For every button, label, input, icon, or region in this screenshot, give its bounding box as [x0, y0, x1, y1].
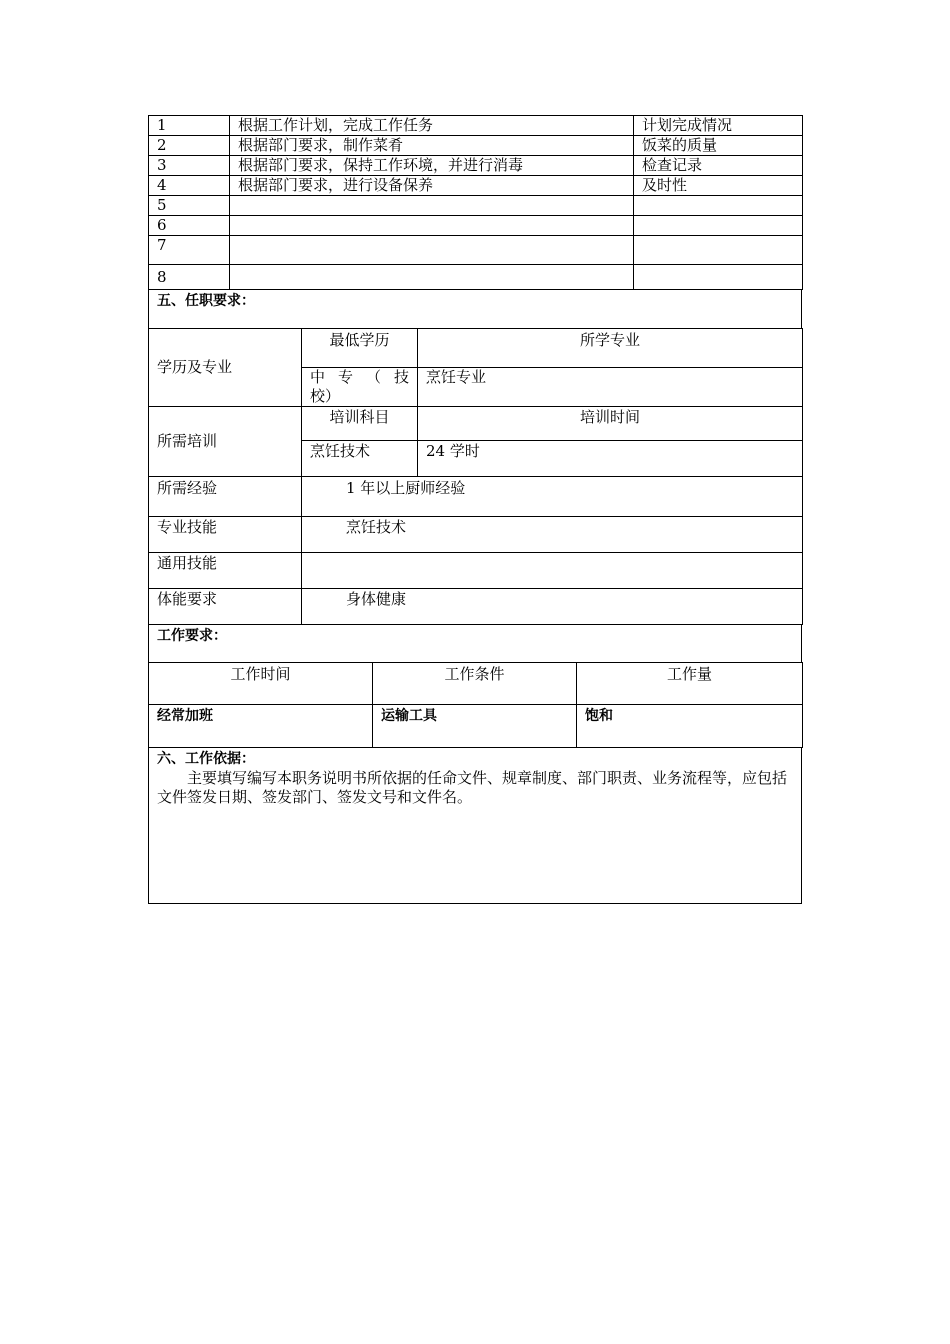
work-condition-header: 工作条件 [373, 663, 577, 705]
duty-measure: 及时性 [634, 176, 803, 196]
workload-value: 饱和 [577, 705, 803, 748]
section6-cell [149, 748, 802, 904]
table-row [149, 196, 803, 216]
table-row [149, 553, 803, 589]
table-row [149, 116, 803, 136]
work-time-value: 经常加班 [149, 705, 373, 748]
duty-task [230, 265, 634, 290]
experience-value: 1 年以上厨师经验 [302, 477, 803, 517]
duty-task: 根据部门要求，保持工作环境，并进行消毒 [230, 156, 634, 176]
duty-measure [634, 236, 803, 265]
major-value: 烹饪专业 [418, 368, 803, 407]
duty-measure [634, 265, 803, 290]
duty-task [230, 196, 634, 216]
table-row [149, 216, 803, 236]
physical-value: 身体健康 [302, 589, 803, 625]
training-time-value: 24 学时 [418, 441, 803, 477]
skill-label: 专业技能 [149, 517, 302, 553]
section-title: 五、任职要求： [149, 290, 802, 329]
duties-table [148, 115, 803, 290]
work-time-header: 工作时间 [149, 663, 373, 705]
section6-text: 主要填写编写本职务说明书所依据的任命文件、规章制度、部门职责、业务流程等，应包括文件签发日期、签发部门、签发文号和文件名。 [157, 769, 788, 806]
table-row [149, 176, 803, 196]
duty-task: 根据工作计划，完成工作任务 [230, 116, 634, 136]
table-row [149, 589, 803, 625]
general-skill-label: 通用技能 [149, 553, 302, 589]
duty-measure [634, 196, 803, 216]
table-row [149, 477, 803, 517]
training-label: 所需培训 [149, 407, 302, 477]
duty-number: 4 [149, 176, 230, 196]
min-education-header: 最低学历 [302, 329, 418, 368]
min-education-line1: 中 专 （ 技 [310, 368, 409, 386]
duty-task [230, 236, 634, 265]
table-row [149, 705, 803, 748]
duty-number: 3 [149, 156, 230, 176]
duty-number: 7 [149, 236, 230, 265]
duty-measure: 计划完成情况 [634, 116, 803, 136]
major-header: 所学专业 [418, 329, 803, 368]
table-row [149, 329, 803, 368]
work-condition-value: 运输工具 [373, 705, 577, 748]
duty-number: 5 [149, 196, 230, 216]
duty-task: 根据部门要求，进行设备保养 [230, 176, 634, 196]
duty-number: 8 [149, 265, 230, 290]
min-education-line2: 校） [310, 387, 341, 405]
training-subject-header: 培训科目 [302, 407, 418, 441]
duty-number: 2 [149, 136, 230, 156]
duty-task: 根据部门要求，制作菜肴 [230, 136, 634, 156]
duty-task [230, 216, 634, 236]
duty-number: 6 [149, 216, 230, 236]
section-title: 工作要求： [149, 625, 802, 663]
table-row [149, 265, 803, 290]
section5-title-table [148, 289, 802, 329]
min-education-value [302, 368, 418, 407]
duty-measure [634, 216, 803, 236]
section-title: 六、工作依据： [157, 751, 255, 767]
table-row [149, 236, 803, 265]
requirements-table [148, 328, 803, 625]
table-row [149, 517, 803, 553]
education-label: 学历及专业 [149, 329, 302, 407]
duty-measure: 检查记录 [634, 156, 803, 176]
job-description-document [148, 115, 802, 904]
experience-label: 所需经验 [149, 477, 302, 517]
table-row [149, 156, 803, 176]
work-req-table [148, 662, 803, 748]
workload-header: 工作量 [577, 663, 803, 705]
physical-label: 体能要求 [149, 589, 302, 625]
section6-table [148, 747, 802, 904]
work-req-title-table [148, 624, 802, 663]
training-subject-value: 烹饪技术 [302, 441, 418, 477]
table-row [149, 407, 803, 441]
skill-value: 烹饪技术 [302, 517, 803, 553]
training-time-header: 培训时间 [418, 407, 803, 441]
duty-measure: 饭菜的质量 [634, 136, 803, 156]
table-row [149, 136, 803, 156]
table-row [149, 663, 803, 705]
duty-number: 1 [149, 116, 230, 136]
general-skill-value [302, 553, 803, 589]
